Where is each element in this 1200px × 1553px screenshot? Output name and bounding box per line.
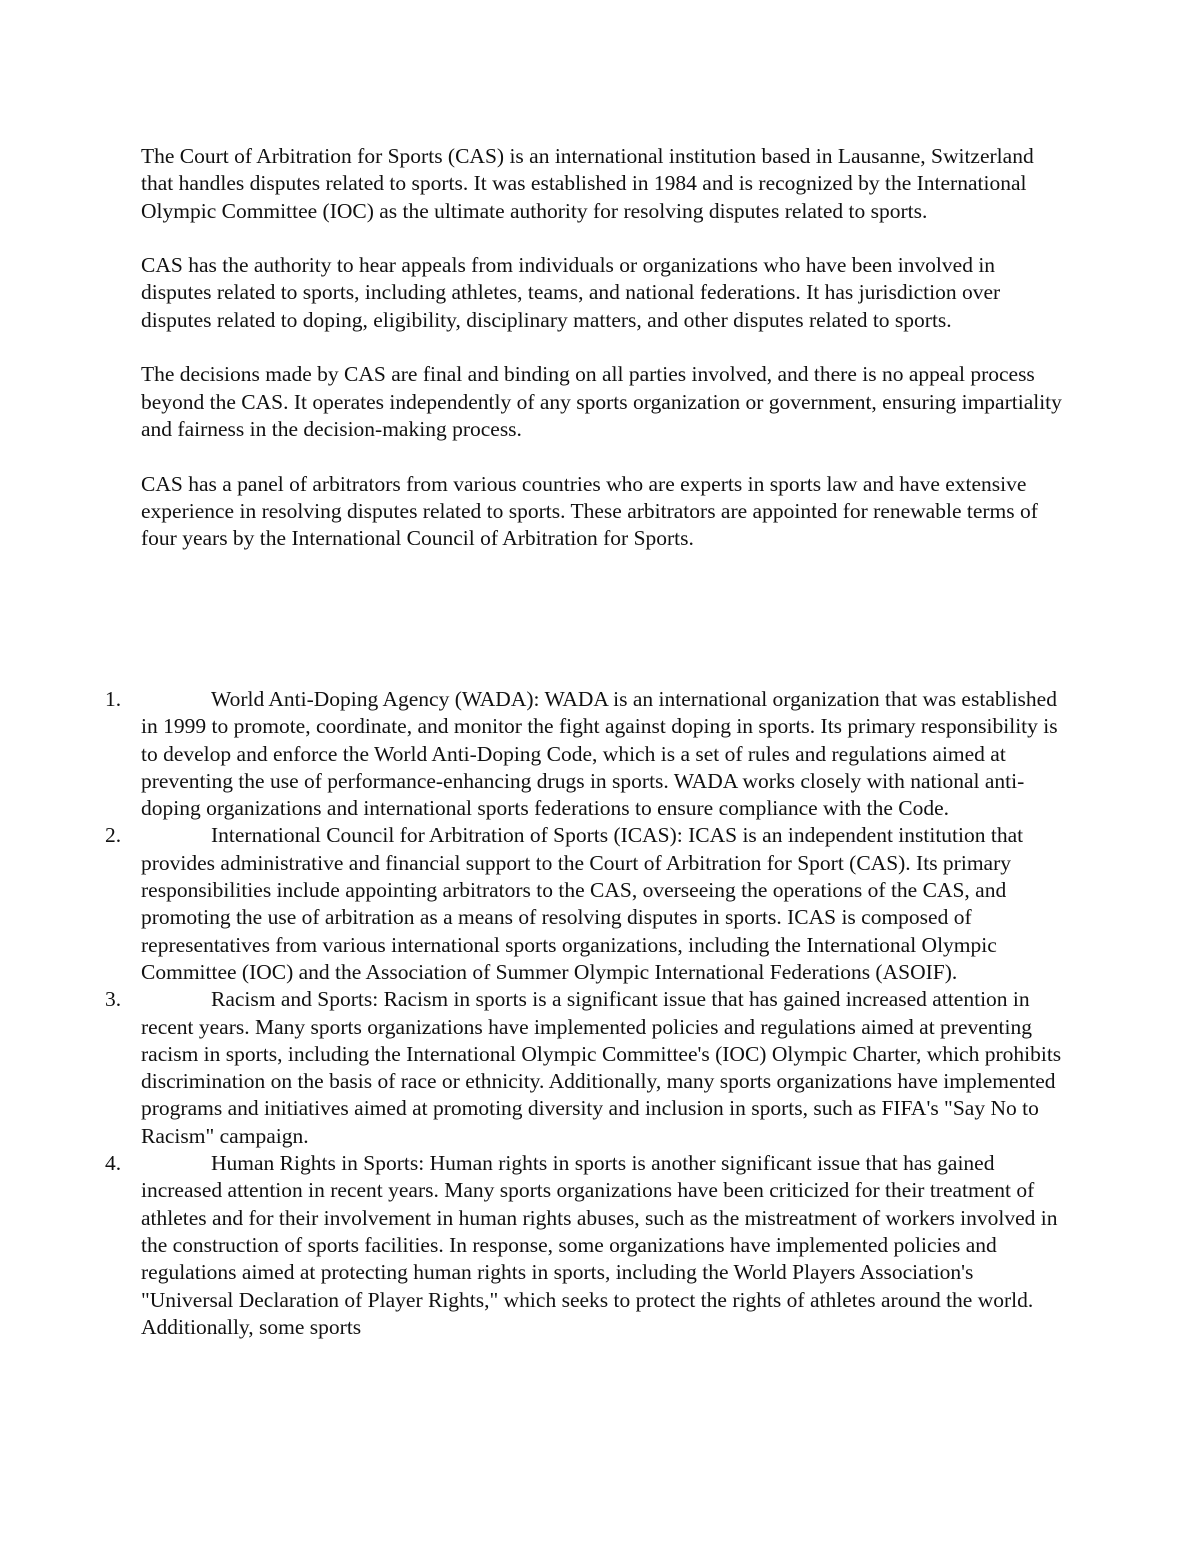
paragraph-cas-decisions: The decisions made by CAS are final and binding on all parties involved, and there is no appeal process beyond the CAS. It operates independently of any sports organization or government, ensuring impartiality and fairness in the decision-making process. bbox=[141, 362, 1062, 441]
list-item-text: World Anti-Doping Agency (WADA): WADA is an international organization that was established in 1999 to promote, coordinate, and monitor the fight against doping in sports. Its primary responsibility is to develop and enforce the World Anti-Doping Code, which is a set of rules and regulations aimed at preventing the use of performance-enhancing drugs in sports. WADA works closely with national anti-doping organizations and international sports federations to ensure compliance with the Code. bbox=[141, 687, 1058, 821]
paragraph-cas-authority: CAS has the authority to hear appeals from individuals or organizations who have been involved in disputes related to sports, including athletes, teams, and national federations. It has jurisdiction over disputes related to doping, eligibility, disciplinary matters, and other disputes related to sports. bbox=[141, 253, 1001, 332]
document-body bbox=[141, 143, 1063, 580]
numbered-list bbox=[105, 686, 1063, 1341]
list-item-text: International Council for Arbitration of Sports (ICAS): ICAS is an independent institution that provides administrative and financial support to the Court of Arbitration for Sport (CAS). Its primary responsibilities include appointing arbitrators to the CAS, overseeing the operations of the CAS, and promoting the use of arbitration as a means of resolving disputes in sports. ICAS is composed of representatives from various international sports organizations, including the International Olympic Committee (IOC) and the Association of Summer Olympic International Federations (ASOIF). bbox=[141, 823, 1024, 984]
list-item bbox=[105, 686, 1063, 822]
list-item-number: 4. bbox=[105, 1151, 122, 1176]
list-item-number: 2. bbox=[105, 823, 122, 848]
paragraph-cas-arbitrators: CAS has a panel of arbitrators from various countries who are experts in sports law and have extensive experience in resolving disputes related to sports. These arbitrators are appointed for renewable terms of four years by the International Council of Arbitration for Sports. bbox=[141, 471, 1038, 551]
list-item bbox=[105, 986, 1063, 1150]
paragraph-cas-overview: The Court of Arbitration for Sports (CAS) is an international institution based in Lausanne, Switzerland that handles disputes related to sports. It was established in 1984 and is recognized by the International Olympic Committee (IOC) as the ultimate authority for resolving disputes related to sports. bbox=[141, 144, 1034, 223]
list-item-number: 1. bbox=[105, 687, 122, 711]
list-item-text: Racism and Sports: Racism in sports is a significant issue that has gained increased attention in recent years. Many sports organizations have implemented policies and regulations aimed at preventing racism in sports, including the International Olympic Committee's (IOC) Olympic Charter, which prohibits discrimination on the basis of race or ethnicity. Additionally, many sports organizations have implemented programs and initiatives aimed at promoting diversity and inclusion in sports, such as FIFA's "Say No to Racism" campaign. bbox=[141, 987, 1062, 1148]
list-item-text: Human Rights in Sports: Human rights in sports is another significant issue that has gained increased attention in recent years. Many sports organizations have been criticized for their treatment of athletes and for their involvement in human rights abuses, such as the mistreatment of workers involved in the construction of sports facilities. In response, some organizations have implemented policies and regulations aimed at protecting human rights in sports, including the World Players Association's "Universal Declaration of Player Rights," which seeks to protect the rights of athletes around the world. Additionally, some sports bbox=[141, 1151, 1058, 1339]
list-item bbox=[105, 822, 1063, 986]
list-item bbox=[105, 1150, 1063, 1341]
list-item-number: 3. bbox=[105, 987, 122, 1012]
